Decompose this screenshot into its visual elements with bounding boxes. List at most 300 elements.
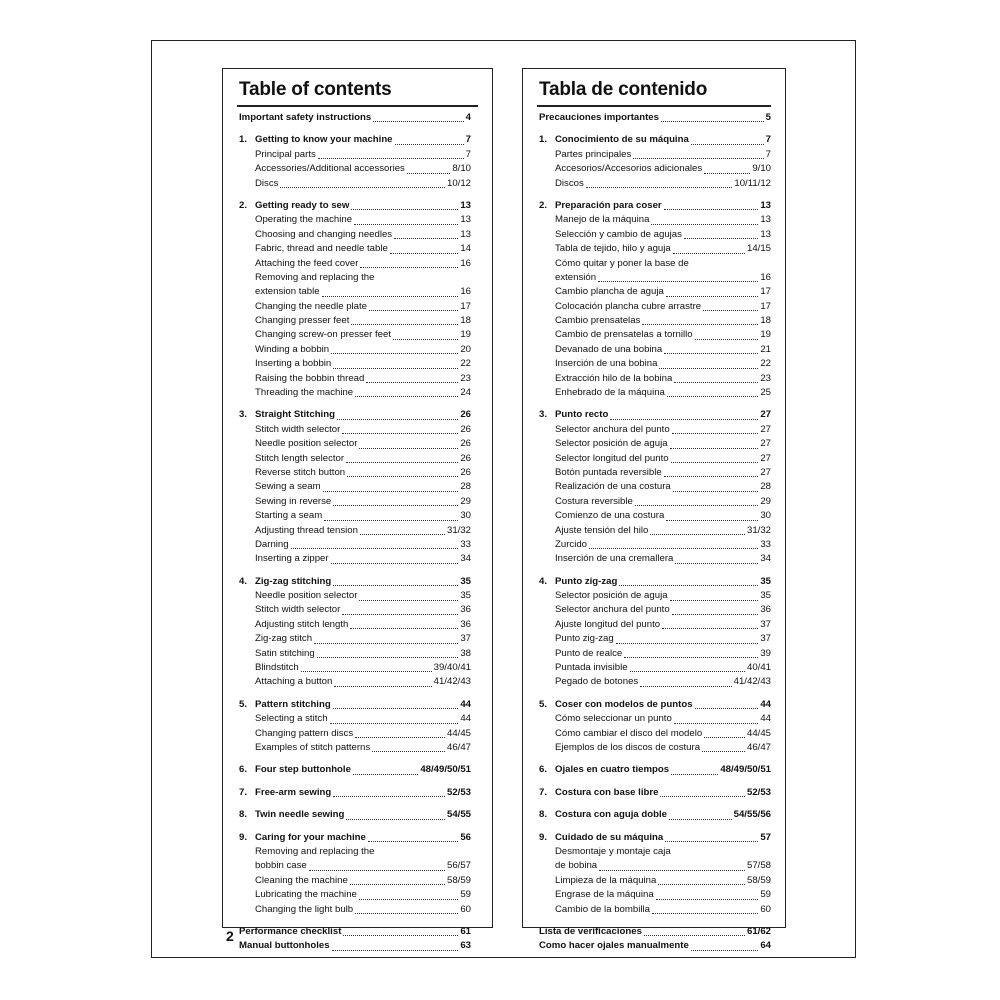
toc-label — [539, 925, 642, 939]
toc-page-ref: 7 — [465, 134, 471, 146]
toc-label — [239, 808, 345, 822]
toc-label — [239, 199, 350, 213]
toc-entry — [239, 589, 471, 603]
toc-page-ref: 44 — [760, 698, 771, 710]
toc-label — [239, 111, 371, 125]
toc-page-ref: 31/32 — [446, 524, 471, 536]
dot-leader — [347, 476, 458, 477]
toc-label — [255, 632, 312, 646]
toc-label — [539, 939, 689, 953]
toc-label-text: Inserción de una bobina — [555, 358, 658, 370]
toc-label-text: Changing the needle plate — [255, 300, 368, 312]
toc-page-ref: 35 — [760, 575, 771, 587]
toc-label — [239, 831, 366, 845]
section-number: 9. — [539, 831, 548, 843]
toc-list-spanish — [539, 111, 771, 954]
toc-label-text: Cómo cambiar el disco del modelo — [555, 727, 703, 739]
toc-entry — [539, 162, 771, 176]
dot-leader — [322, 296, 459, 297]
dot-leader — [673, 253, 745, 254]
toc-entry — [239, 452, 471, 466]
toc-label-text: Inserting a bobbin — [255, 358, 332, 370]
toc-label — [555, 452, 669, 466]
dot-leader — [359, 448, 458, 449]
toc-page-ref: 36 — [460, 618, 471, 630]
toc-page-ref: 37 — [460, 633, 471, 645]
toc-page-ref: 36 — [460, 604, 471, 616]
dot-leader — [318, 158, 464, 159]
toc-label — [555, 285, 664, 299]
toc-label — [255, 328, 391, 342]
toc-label-text: Selector longitud del punto — [555, 452, 669, 464]
dot-leader — [337, 419, 458, 420]
toc-entry — [239, 162, 471, 176]
toc-label-text: Cambio de la bombilla — [555, 903, 650, 915]
toc-label-text: Cómo seleccionar un punto — [555, 713, 672, 725]
toc-label — [539, 698, 693, 712]
toc-label-text: Cambio plancha de aguja — [555, 286, 664, 298]
toc-section — [239, 939, 471, 953]
toc-label-text: Changing pattern discs — [255, 727, 354, 739]
toc-page-ref: 30 — [760, 510, 771, 522]
dot-leader — [664, 209, 759, 210]
dot-leader — [652, 913, 758, 914]
dot-leader — [695, 708, 759, 709]
toc-entry — [239, 632, 471, 646]
toc-label — [255, 314, 349, 328]
toc-page-ref: 46/47 — [446, 742, 471, 753]
toc-label-text: Cleaning the machine — [255, 874, 348, 886]
toc-label-text: Manejo de la máquina — [555, 214, 650, 226]
toc-label-text: Four step buttonhole — [255, 764, 351, 776]
toc-page-ref: 57/58 — [746, 860, 771, 872]
dot-leader — [390, 253, 459, 254]
toc-entry — [539, 242, 771, 256]
toc-entry — [539, 874, 771, 888]
toc-label-text: Como hacer ojales manualmente — [539, 940, 689, 952]
toc-page-ref: 23 — [460, 372, 471, 384]
dot-leader — [350, 884, 445, 885]
toc-page-ref: 16 — [460, 257, 471, 269]
toc-label-text: Cambio de prensatelas a tornillo — [555, 329, 693, 341]
toc-label — [555, 604, 670, 618]
toc-label-text: Fabric, thread and needle table — [255, 243, 388, 255]
toc-page-ref: 28 — [760, 481, 771, 493]
toc-entry — [539, 888, 771, 902]
dot-leader — [360, 534, 445, 535]
toc-label — [239, 939, 330, 953]
dot-leader — [674, 723, 759, 724]
toc-entry — [539, 661, 771, 675]
toc-label — [239, 133, 393, 147]
toc-label — [255, 423, 340, 437]
toc-label — [555, 727, 702, 741]
toc-entry-continued: Removing and replacing the — [255, 271, 375, 283]
dot-leader — [670, 448, 759, 449]
toc-label-text: Tabla de tejido, hilo y aguja — [555, 243, 671, 255]
dot-leader — [368, 841, 458, 842]
toc-entry — [239, 727, 471, 741]
toc-entry — [539, 423, 771, 437]
toc-label-text: Needle position selector — [255, 438, 358, 450]
toc-label — [555, 242, 671, 256]
dot-leader — [664, 353, 758, 354]
toc-label — [539, 575, 618, 589]
toc-entry — [539, 177, 771, 191]
toc-entry — [539, 300, 771, 314]
toc-label — [255, 386, 353, 400]
toc-label — [539, 763, 670, 777]
toc-page-ref: 22 — [460, 358, 471, 370]
toc-page-ref: 10/11/12 — [734, 177, 771, 189]
toc-label — [255, 177, 278, 191]
toc-label — [555, 213, 649, 227]
toc-page-ref: 52/53 — [746, 786, 771, 798]
toc-label — [255, 741, 370, 755]
dot-leader — [355, 737, 445, 738]
toc-title-english: Table of contents — [239, 79, 392, 100]
toc-page-ref: 33 — [460, 538, 471, 550]
dot-leader — [354, 224, 458, 225]
group-gap — [239, 690, 471, 698]
group-gap — [539, 823, 771, 831]
toc-label-text: Performance checklist — [239, 925, 342, 937]
toc-section — [239, 575, 471, 589]
toc-label-text: extensión — [555, 271, 597, 283]
toc-section — [539, 698, 771, 712]
toc-page-ref: 13 — [460, 214, 471, 226]
dot-leader — [342, 614, 458, 615]
toc-page-ref: 9/10 — [752, 163, 771, 175]
section-number: 5. — [539, 698, 548, 710]
toc-page-ref: 7 — [765, 148, 771, 160]
dot-leader — [610, 419, 758, 420]
dot-leader — [407, 173, 450, 174]
dot-leader — [651, 224, 758, 225]
dot-leader — [333, 796, 445, 797]
dot-leader — [640, 686, 731, 687]
toc-entry — [239, 257, 471, 271]
toc-page-ref: 58/59 — [446, 874, 471, 886]
toc-label-text: Pegado de botones — [555, 676, 639, 688]
dot-leader — [619, 585, 758, 586]
toc-entry — [239, 538, 471, 552]
toc-entry — [239, 228, 471, 242]
toc-label — [255, 162, 405, 176]
dot-leader — [635, 505, 758, 506]
toc-entry — [239, 343, 471, 357]
section-number: 3. — [539, 409, 548, 421]
toc-page-ref: 37 — [760, 633, 771, 645]
toc-panel-spanish — [522, 68, 786, 952]
toc-entry — [539, 271, 771, 285]
toc-label-text: Twin needle sewing — [255, 809, 345, 821]
dot-leader — [703, 310, 758, 311]
toc-entry — [239, 888, 471, 902]
dot-leader — [666, 296, 759, 297]
toc-entry — [539, 632, 771, 646]
toc-entry — [239, 466, 471, 480]
section-number: 1. — [239, 134, 248, 146]
toc-entry — [239, 300, 471, 314]
toc-label — [239, 786, 332, 800]
toc-entry — [239, 552, 471, 566]
group-gap — [539, 778, 771, 786]
toc-entry-continued: Cómo quitar y poner la base de — [555, 257, 689, 269]
toc-entry — [239, 372, 471, 386]
toc-page-ref: 26 — [460, 452, 471, 464]
title-rule — [237, 105, 478, 107]
toc-label-text: Zurcido — [555, 538, 587, 550]
dot-leader — [704, 173, 750, 174]
toc-label — [255, 903, 353, 917]
toc-page-ref: 61/62 — [746, 925, 771, 937]
section-number: 8. — [539, 809, 548, 821]
toc-entry — [539, 675, 771, 689]
toc-entry — [539, 589, 771, 603]
toc-label — [555, 495, 633, 509]
toc-label-text: Conocimiento de su máquina — [555, 134, 689, 146]
toc-label — [255, 285, 320, 299]
toc-entry — [539, 228, 771, 242]
dot-leader — [633, 158, 763, 159]
toc-page-ref: 39 — [760, 647, 771, 659]
toc-page-ref: 7 — [765, 134, 771, 146]
group-gap — [239, 800, 471, 808]
toc-section — [539, 763, 771, 777]
toc-entry — [539, 524, 771, 538]
toc-label — [255, 727, 353, 741]
toc-page-ref: 63 — [460, 940, 471, 952]
toc-page-ref: 26 — [460, 466, 471, 478]
dot-leader — [331, 563, 459, 564]
toc-label-text: Stitch width selector — [255, 423, 341, 435]
toc-page-ref: 25 — [760, 387, 771, 399]
toc-entry — [539, 509, 771, 523]
toc-label-text: Getting to know your machine — [255, 134, 393, 146]
toc-label-text: Changing the light bulb — [255, 903, 354, 915]
dot-leader — [355, 396, 458, 397]
toc-entry — [239, 874, 471, 888]
dot-leader — [704, 737, 745, 738]
toc-entry — [539, 357, 771, 371]
toc-page-ref: 56/57 — [446, 860, 471, 872]
dot-leader — [665, 841, 758, 842]
dot-leader — [644, 935, 745, 936]
group-gap — [239, 755, 471, 763]
toc-entry — [239, 314, 471, 328]
dot-leader — [346, 819, 445, 820]
dot-leader — [366, 382, 458, 383]
dot-leader — [650, 534, 745, 535]
toc-label-text: Darning — [255, 538, 289, 550]
toc-entry — [239, 859, 471, 873]
toc-label-text: Punto zig-zag — [555, 575, 618, 587]
title-rule — [537, 105, 771, 107]
toc-label — [555, 632, 614, 646]
toc-section — [239, 808, 471, 822]
toc-page-ref: 44/45 — [446, 727, 471, 739]
toc-label — [555, 300, 701, 314]
group-gap — [539, 567, 771, 575]
toc-label — [539, 111, 659, 125]
toc-page-ref: 18 — [460, 315, 471, 327]
dot-leader — [360, 267, 458, 268]
toc-label — [555, 386, 665, 400]
toc-label — [555, 357, 657, 371]
toc-label-text: Blindstitch — [255, 662, 299, 674]
toc-label-text: Stitch length selector — [255, 452, 345, 464]
toc-label-text: Principal parts — [255, 148, 316, 160]
toc-label-text: Coser con modelos de puntos — [555, 698, 693, 710]
toc-page-ref: 35 — [460, 575, 471, 587]
toc-label-text: bobbin case — [255, 860, 307, 872]
toc-label-text: Selector posición de aguja — [555, 590, 668, 602]
toc-page-ref: 20 — [460, 343, 471, 355]
toc-section — [539, 133, 771, 147]
dot-leader — [669, 819, 732, 820]
toc-label-text: Zig-zag stitching — [255, 575, 332, 587]
toc-label-text: Adjusting stitch length — [255, 618, 349, 630]
toc-page-ref: 4 — [465, 111, 471, 123]
toc-entry — [539, 328, 771, 342]
dot-leader — [671, 774, 718, 775]
dot-leader — [359, 600, 458, 601]
toc-label — [555, 712, 672, 726]
toc-label — [555, 271, 596, 285]
group-gap — [239, 567, 471, 575]
dot-leader — [353, 774, 418, 775]
toc-page-ref: 44 — [760, 713, 771, 725]
toc-page-ref: 52/53 — [446, 786, 471, 798]
section-number: 4. — [239, 575, 248, 587]
dot-leader — [350, 628, 458, 629]
toc-label-text: Sewing a seam — [255, 481, 321, 493]
toc-entry — [239, 712, 471, 726]
toc-section — [239, 925, 471, 939]
toc-label — [255, 257, 358, 271]
toc-label-text: Costura con base libre — [555, 786, 659, 798]
toc-label — [255, 242, 388, 256]
toc-label — [539, 408, 609, 422]
group-gap — [239, 400, 471, 408]
toc-label-text: Examples of stitch patterns — [255, 742, 371, 753]
toc-page-ref: 27 — [760, 452, 771, 464]
dot-leader — [330, 723, 459, 724]
toc-label-text: Punto recto — [555, 409, 609, 421]
toc-label-text: Reverse stitch button — [255, 466, 346, 478]
dot-leader — [394, 238, 458, 239]
dot-leader — [323, 491, 459, 492]
toc-section — [539, 831, 771, 845]
toc-entry — [239, 647, 471, 661]
toc-label-text: Inserting a zipper — [255, 553, 329, 565]
toc-entry — [239, 423, 471, 437]
toc-page-ref: 27 — [760, 423, 771, 435]
toc-label-text: Attaching a button — [255, 676, 333, 688]
toc-entry — [539, 727, 771, 741]
toc-page-ref: 44 — [460, 713, 471, 725]
group-gap — [239, 125, 471, 133]
toc-page-ref: 27 — [760, 466, 771, 478]
dot-leader — [369, 310, 458, 311]
toc-label-text: Devanado de una bobina — [555, 343, 663, 355]
toc-label — [555, 314, 640, 328]
toc-label — [255, 888, 357, 902]
toc-label-text: de bobina — [555, 860, 598, 872]
toc-label-text: Needle position selector — [255, 590, 358, 602]
dot-leader — [324, 520, 458, 521]
toc-entry — [539, 148, 771, 162]
toc-label-text: Important safety instructions — [239, 111, 372, 123]
toc-label — [539, 133, 689, 147]
dot-leader — [334, 686, 431, 687]
toc-label-text: Caring for your machine — [255, 831, 366, 843]
dot-leader — [616, 643, 759, 644]
toc-page-ref: 14 — [460, 243, 471, 255]
group-gap — [539, 755, 771, 763]
toc-label-text: Accesorios/Accesorios adicionales — [555, 163, 703, 175]
toc-entry — [539, 213, 771, 227]
toc-label — [255, 874, 348, 888]
toc-label-text: Straight Stitching — [255, 409, 335, 421]
dot-leader — [695, 339, 759, 340]
toc-entry — [239, 437, 471, 451]
toc-entry — [539, 903, 771, 917]
toc-label-text: Lista de verificaciones — [539, 925, 642, 937]
toc-page-ref: 27 — [760, 438, 771, 450]
section-number: 4. — [539, 575, 548, 587]
group-gap — [539, 125, 771, 133]
toc-entry — [539, 386, 771, 400]
toc-section — [539, 111, 771, 125]
toc-label — [255, 452, 344, 466]
toc-page-ref: 64 — [760, 940, 771, 952]
toc-label — [555, 524, 648, 538]
section-number: 7. — [539, 786, 548, 798]
toc-label — [555, 552, 673, 566]
dot-leader — [673, 491, 759, 492]
toc-entry — [539, 466, 771, 480]
dot-leader — [355, 913, 458, 914]
dot-leader — [359, 899, 458, 900]
toc-page-ref: 48/49/50/51 — [720, 764, 771, 776]
toc-label — [555, 466, 662, 480]
dot-leader — [317, 657, 459, 658]
dot-leader — [670, 600, 759, 601]
dot-leader — [630, 671, 745, 672]
toc-label — [255, 480, 321, 494]
dot-leader — [599, 870, 745, 871]
section-number: 7. — [239, 786, 248, 798]
toc-label — [555, 343, 662, 357]
toc-section — [539, 939, 771, 953]
toc-entry — [239, 604, 471, 618]
toc-label — [239, 408, 335, 422]
toc-page-ref: 14/15 — [746, 243, 771, 255]
dot-leader — [333, 505, 458, 506]
dot-leader — [691, 950, 759, 951]
toc-page-ref: 29 — [760, 495, 771, 507]
toc-entry — [239, 177, 471, 191]
dot-leader — [661, 121, 764, 122]
page-number: 2 — [226, 928, 234, 944]
dot-leader — [667, 396, 758, 397]
toc-entry — [239, 386, 471, 400]
toc-label — [555, 618, 660, 632]
toc-page-ref: 39/40/41 — [433, 662, 471, 674]
toc-label — [255, 589, 357, 603]
